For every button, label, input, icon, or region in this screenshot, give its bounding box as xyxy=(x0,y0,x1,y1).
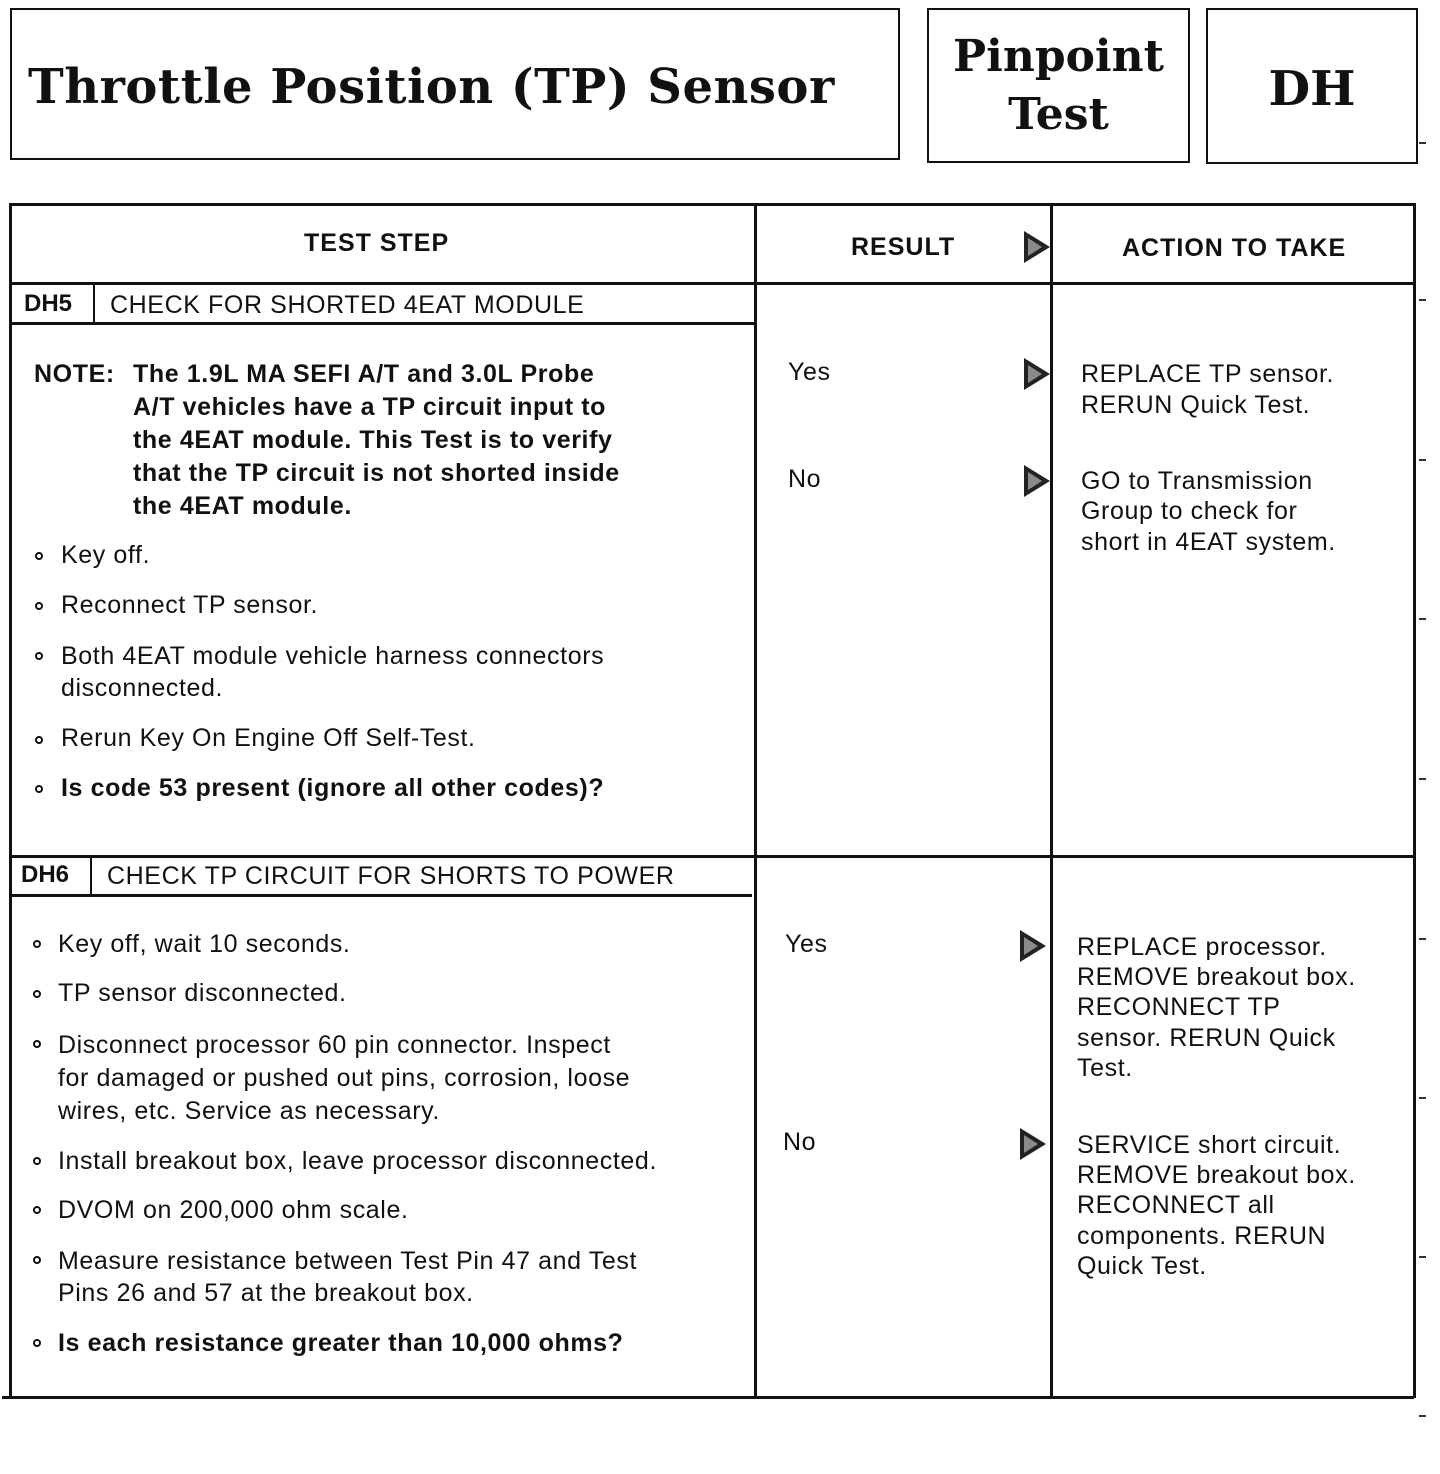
action-line: REPLACE processor. xyxy=(1077,933,1327,961)
result-arrow-icon xyxy=(1024,231,1050,263)
title-box xyxy=(10,8,900,160)
table-left-border xyxy=(9,203,12,1398)
step-instruction: Rerun Key On Engine Off Self-Test. xyxy=(61,724,476,752)
result-arrow-icon xyxy=(1024,358,1050,390)
note-line: the 4EAT module. This Test is to verify xyxy=(133,426,613,454)
test-code: DH xyxy=(1268,61,1356,117)
step-title: CHECK FOR SHORTED 4EAT MODULE xyxy=(110,291,585,319)
action-line: short in 4EAT system. xyxy=(1081,528,1336,556)
action-line: REMOVE breakout box. xyxy=(1077,1161,1356,1189)
step-id-divider xyxy=(90,857,92,895)
step-title-underline xyxy=(10,894,752,897)
note-line: A/T vehicles have a TP circuit input to xyxy=(133,393,607,421)
column-header-action: ACTION TO TAKE xyxy=(1122,234,1347,262)
bullet-icon xyxy=(33,940,41,948)
bullet-icon xyxy=(33,1040,41,1048)
note-line: The 1.9L MA SEFI A/T and 3.0L Probe xyxy=(133,360,595,388)
bullet-icon xyxy=(33,990,41,998)
step-instruction: Reconnect TP sensor. xyxy=(61,591,319,619)
action-line: REPLACE TP sensor. xyxy=(1081,360,1335,388)
action-line: RECONNECT TP xyxy=(1077,993,1281,1021)
table-top-border xyxy=(10,203,1416,206)
bullet-icon xyxy=(35,602,43,610)
step-id: DH6 xyxy=(21,861,70,888)
result-yes: Yes xyxy=(788,358,831,386)
step-id: DH5 xyxy=(24,290,73,317)
action-line: RERUN Quick Test. xyxy=(1081,391,1311,419)
action-line: Test. xyxy=(1077,1054,1133,1082)
action-line: RECONNECT all xyxy=(1077,1191,1275,1219)
note-line: that the TP circuit is not shorted inside xyxy=(133,459,620,487)
step-instruction: Measure resistance between Test Pin 47 and Test xyxy=(58,1247,637,1275)
step-instruction: Both 4EAT module vehicle harness connectors xyxy=(61,642,605,670)
result-no: No xyxy=(783,1128,817,1156)
margin-tick xyxy=(1419,299,1426,301)
test-type-box xyxy=(927,8,1190,163)
step-instruction-cont: wires, etc. Service as necessary. xyxy=(58,1097,440,1125)
column-divider-right xyxy=(1050,203,1053,1398)
step-instruction-cont: for damaged or pushed out pins, corrosion, loose xyxy=(58,1064,631,1092)
step-title-underline xyxy=(10,322,754,325)
step-instruction: Install breakout box, leave processor disconnected. xyxy=(58,1147,657,1175)
page-title: Throttle Position (TP) Sensor xyxy=(28,59,835,115)
step-id-divider xyxy=(93,284,95,324)
action-line: GO to Transmission xyxy=(1081,467,1313,495)
margin-tick xyxy=(1419,938,1426,940)
result-arrow-icon xyxy=(1020,930,1046,962)
column-header-test-step: TEST STEP xyxy=(304,229,450,257)
bullet-icon xyxy=(35,736,43,744)
result-no: No xyxy=(788,465,822,493)
table-bottom-border xyxy=(2,1396,1414,1399)
step-instruction: Key off, wait 10 seconds. xyxy=(58,930,351,958)
step-instruction-cont: Pins 26 and 57 at the breakout box. xyxy=(58,1279,474,1307)
result-arrow-icon xyxy=(1024,465,1050,497)
bullet-icon xyxy=(33,1157,41,1165)
bullet-icon xyxy=(35,552,43,560)
test-type-line1: Pinpoint xyxy=(953,30,1164,82)
margin-tick xyxy=(1419,1415,1426,1417)
action-line: SERVICE short circuit. xyxy=(1077,1131,1342,1159)
result-arrow-icon xyxy=(1020,1128,1046,1160)
step-instruction-cont: disconnected. xyxy=(61,674,224,702)
step-question: Is each resistance greater than 10,000 ohms? xyxy=(58,1329,624,1357)
action-line: components. RERUN xyxy=(1077,1222,1327,1250)
column-header-result: RESULT xyxy=(851,233,956,261)
bullet-icon xyxy=(35,785,43,793)
step-instruction: TP sensor disconnected. xyxy=(58,979,347,1007)
action-line: Quick Test. xyxy=(1077,1252,1207,1280)
bullet-icon xyxy=(33,1339,41,1347)
margin-tick xyxy=(1419,1256,1426,1258)
bullet-icon xyxy=(33,1256,41,1264)
action-line: REMOVE breakout box. xyxy=(1077,963,1356,991)
margin-tick xyxy=(1419,142,1426,144)
step-instruction: Key off. xyxy=(61,541,151,569)
note-line: the 4EAT module. xyxy=(133,492,352,520)
bullet-icon xyxy=(35,652,43,660)
column-divider-left xyxy=(754,203,757,1398)
table-right-border xyxy=(1413,203,1416,1398)
step-instruction: Disconnect processor 60 pin connector. Inspect xyxy=(58,1031,611,1059)
action-line: sensor. RERUN Quick xyxy=(1077,1024,1336,1052)
step-instruction: DVOM on 200,000 ohm scale. xyxy=(58,1196,409,1224)
action-line: Group to check for xyxy=(1081,497,1298,525)
margin-tick xyxy=(1419,459,1426,461)
step-title: CHECK TP CIRCUIT FOR SHORTS TO POWER xyxy=(107,862,675,890)
margin-tick xyxy=(1419,618,1426,620)
header-row-divider xyxy=(10,282,1416,285)
test-code-box xyxy=(1206,8,1418,164)
result-yes: Yes xyxy=(785,930,828,958)
test-type-line2: Test xyxy=(1008,88,1109,140)
bullet-icon xyxy=(33,1206,41,1214)
margin-tick xyxy=(1419,778,1426,780)
step-row-divider xyxy=(10,855,1416,858)
step-question: Is code 53 present (ignore all other codes)? xyxy=(61,774,605,802)
margin-tick xyxy=(1419,1097,1426,1099)
note-label: NOTE: xyxy=(34,360,115,388)
